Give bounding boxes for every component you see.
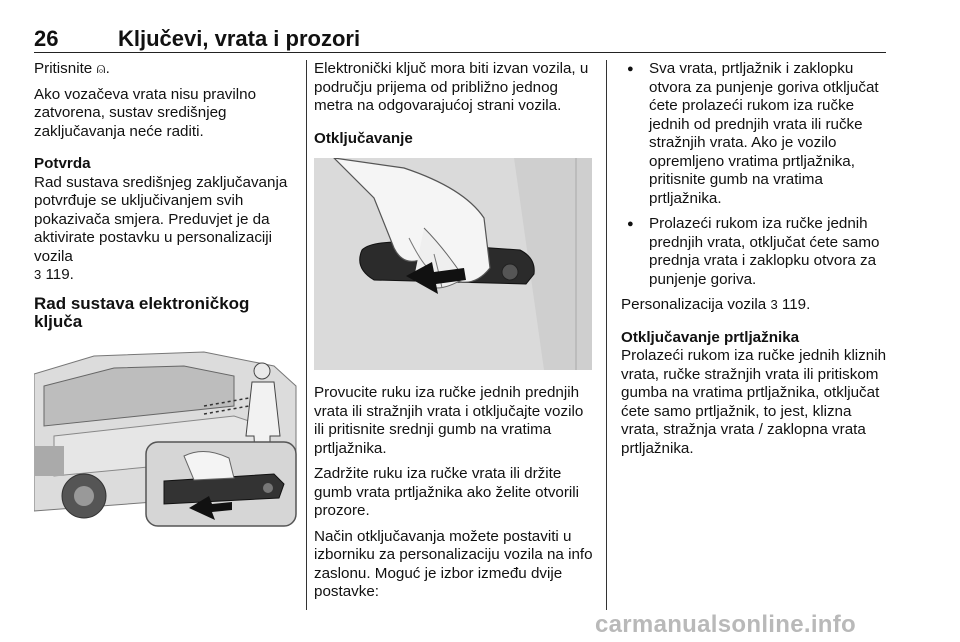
subheading-confirm: Potvrda — [34, 155, 91, 172]
paragraph: Elektronički ključ mora biti izvan vozila, u području prijema od približno jednog metra na odgovarajućoj strani vozila. — [314, 60, 589, 114]
chapter-title: Ključevi, vrata i prozori — [118, 26, 361, 51]
paragraph: Zadržite ruku iza ručke vrata ili držite gumb vrata prtljažnika ako želite otvorili prozore. — [314, 465, 580, 519]
bullet-list — [621, 60, 891, 289]
page-ref[interactable]: 119. — [781, 296, 811, 313]
page-number: 26 — [34, 26, 59, 51]
subheading-trunk: Otključavanje prtljažnika — [621, 328, 800, 346]
paragraph: Provucite ruku iza ručke jednih prednjih vrata ili stražnjih vrata i otključajte vozilo ili pritisnite srednji gumb na vratima prtljažnika. — [314, 384, 584, 457]
ref-arrow-icon: 3 — [770, 297, 778, 312]
page-ref[interactable]: 119. — [45, 266, 74, 283]
column-divider — [606, 60, 607, 610]
paragraph: Prolazeći rukom iza ručke jednih kliznih vrata, ručke stražnjih vrata ili pritiskom gumba na vratima prtljažnika, otključat ćete samo prtljažnik, to jest, klizna vrata, stražnja vrata / zaklopna vrata prtljažnika. — [621, 347, 887, 457]
list-item: ● Prolazeći rukom iza ručke jednih prednjih vrata, otključat ćete samo prednja vrata i zaklopku otvora za punjenje goriva. — [621, 215, 891, 289]
list-item: ● Sva vrata, prtljažnik i zaklopku otvora za punjenje goriva otključat ćete prolazeći rukom iza ručke jednih od prednjih vrata ili ručke stražnjih vrata. Ako je vozilo opremljeno vratima prtljažnika, pritisnite gumb na vratima prtljažnika. — [621, 60, 891, 208]
column-2 — [314, 60, 594, 609]
ref-arrow-icon: 3 — [34, 267, 42, 282]
paragraph: Personalizacija vozila 3 119. — [621, 296, 811, 313]
column-1 — [34, 60, 302, 554]
paragraph: Način otključavanja možete postaviti u izborniku za personalizaciju vozila na info zaslonu. Moguć je izbor između dvije postavke: — [314, 527, 593, 600]
paragraph: Ako vozačeva vrata nisu pravilno zatvorena, sustav središnjeg zaključavanja neće raditi. — [34, 85, 257, 140]
column-divider — [306, 60, 307, 610]
watermark: carmanualsonline.info — [595, 611, 857, 638]
subheading-unlock: Otključavanje — [314, 129, 413, 147]
paragraph: Pritisnite ⍝. — [34, 60, 110, 77]
car-illustration — [34, 346, 302, 554]
door-handle-illustration — [314, 158, 592, 370]
section-heading: Rad sustava elektroničkog ključa — [34, 293, 250, 331]
header-rule — [34, 52, 886, 53]
column-3 — [621, 60, 891, 465]
paragraph: Rad sustava središnjeg zaključavanja potvrđuje se uključivanjem svih pokazivača smjera. Preduvjet je da aktivirate postavku u personalizaciji vozila 3 119. — [34, 173, 288, 283]
